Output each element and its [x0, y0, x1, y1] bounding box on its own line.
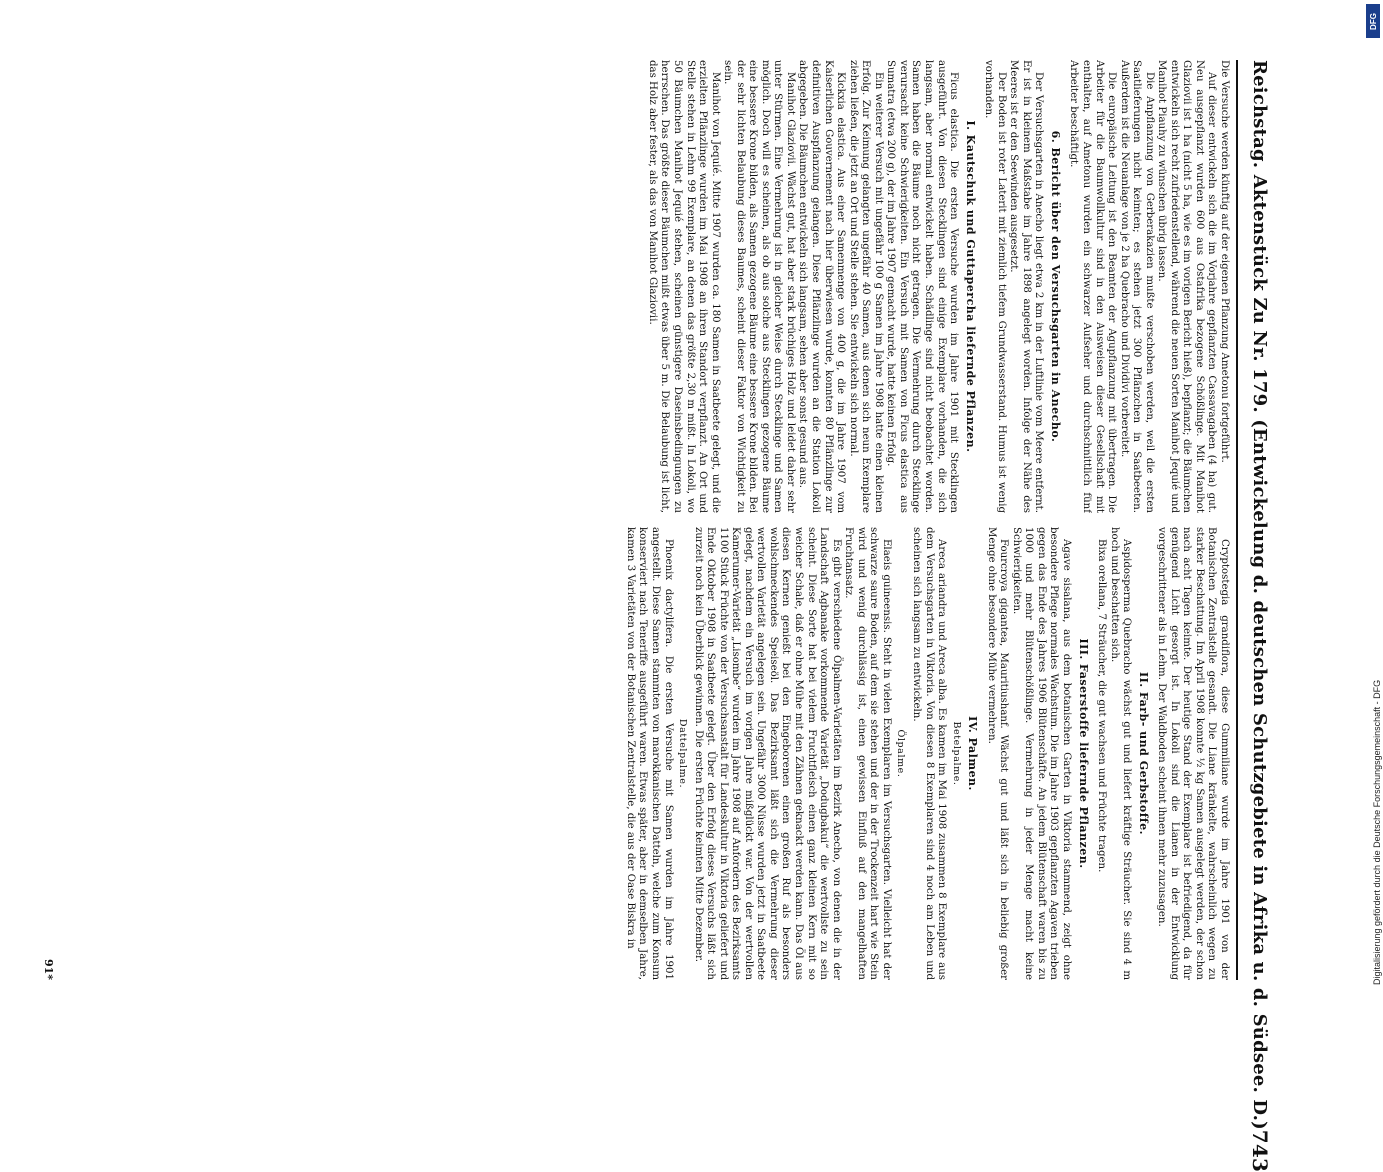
- paragraph: Ficus elastica. Die ersten Versuche wurden im Jahre 1901 mit Stecklingen ausgeführt. Von diesen Stecklingen sind einige Exemplare vorhanden, die sich langsam, aber normal entwickelt haben. Schädlinge sind nicht beobachtet worden. Samen haben die Bäume noch nicht getragen. Die Vermehrung durch Stecklinge verursacht keine Schwierigkeiten. Ein Versuch mit Samen von Ficus elastica aus Sumatra (etwa 200 g), der im Jahre 1907 gemacht wurde, hatte keinen Erfolg.: [885, 60, 960, 513]
- section-heading: IV. Palmen.: [966, 716, 980, 791]
- paragraph: Phoenix dactylifera. Die ersten Versuche mit Samen wurden im Jahre 1901 angestellt. Diese Samen stammten von marokkanischen Datteln, welche zum Konsum konserviert nach Teneriffe ausgeführt waren. Etwas später, aber in demselben Jahre, kamen 3 Varietäten von der Botanischen Zentralstelle, die aus der Oase Biskra in: [624, 527, 674, 980]
- running-title: Reichstag. Aktenstück Zu Nr. 179. (Entwickelung d. deutschen Schutzgebiete in Afrika u. d. Südsee. D.): [1249, 60, 1271, 1130]
- header-rule: [1236, 60, 1238, 980]
- section-heading: I. Kautschuk und Guttapercha liefernde Pflanzen.: [963, 120, 977, 453]
- subsection-heading: Betelpalme.: [950, 721, 962, 786]
- column-right: [50, 527, 1230, 980]
- signature-mark: 91*: [42, 958, 55, 980]
- paragraph: Die europäische Leitung ist den Beamten der Agupflanzung mit übertragen. Die Arbeiter für die Baumwollkultur sind in den Ausweisen dieser Gesellschaft mit enthalten, auf Ametonu wurden ein schwarzer Aufseher und durchschnittlich fünf Arbeiter beschäftigt.: [1068, 60, 1118, 513]
- paragraph: Es gibt verschiedene Ölpalmen-Varietäten im Bezirk Anecho, von denen die in der Landschaft Agbanake vorkommende Varietät „Dodugbakui“ die wertvollste zu sein scheint. Diese Sorte hat bei vielem Fruchtfleisch einen ganz kleinen Kern mit so weicher Schale, daß er ohne Mühe mit den Zähnen geknackt werden kann. Das Öl aus diesen Kernen genießt bei den Eingeborenen einen großen Ruf als besonders wohlschmeckendes Speiseöl. Das Bezirksamt läßt sich die Vermehrung dieser wertvollen Varietät angelegen sein. Ungefähr 3000 Nüsse wurden jetzt in Saatbeete gelegt, nachdem ein Versuch im vorigen Jahre mißglückt war. Von der wertvollen Kamerumer-Varietät „Lisombe“ wurden im Jahre 1908 auf Anfordern des Bezirksamts 1100 Stück Früchte von der Versuchsanstalt für Landeskultur in Viktoria geliefert und Ende Oktober 1908 in Saatbeete gelegt. Über den Erfolg dieses Versuchs läßt sich zurzeit noch kein Überblick gewinnen. Die ersten Früchte keimten Mitte Dezember.: [692, 527, 842, 980]
- paragraph: Die Anpflanzung von Gerberakazien mußte verschoben werden, weil die ersten Saatlieferungen nicht keimten; es stehen jetzt 300 Pflänzchen in Saatbeeten. Außerdem ist die Neuanlage von je 2 ha Quebracho und Dividivi vorbereitet.: [1118, 60, 1155, 513]
- paragraph: Der Versuchsgarten in Anecho liegt etwa 2 km in der Luftlinie vom Meere entfernt. Er ist in kleinem Maßstabe im Jahre 1898 angelegt worden. Infolge der Nähe des Meeres ist er den Seewinden ausgesetzt.: [1008, 60, 1045, 513]
- paragraph: Ein weiterer Versuch mit ungefähr 100 g Samen im Jahre 1908 hatte einen kleinen Erfolg. Zur Keimung gelangten ungefähr 40 Samen, aus denen sich neun Exemplare ziehen ließen, die jetzt an Ort und Stelle stehen. Sie entwickeln sich normal.: [847, 60, 884, 513]
- paragraph: Die Versuche werden künftig auf der eigenen Pflanzung Ametonu fortgeführt.: [1219, 60, 1230, 463]
- dfg-logo: DFG: [1366, 4, 1380, 38]
- paragraph: Aspidosperma Quebracho wächst gut und liefert kräftige Sträucher. Sie sind 4 m hoch und beschatten sich.: [1108, 527, 1133, 980]
- subsection-heading: Ölpalme.: [895, 729, 907, 778]
- paragraph: Manihot von Jequié. Mitte 1907 wurden ca. 180 Samen in Saatbeete gelegt, und die erzielten Pflänzlinge wurden im Mai 1908 an ihren Standort verpflanzt. An Ort und Stelle stehen in Lehm 99 Exemplare, an denen das größte 2,30 m mißt. In Lokoli, wo 50 Bäumchen Manihot Jequié stehen, scheinen günstigere Daseinsbedingungen zu herrschen. Das größte dieser Bäumchen mißt etwas über 5 m. Die Belaubung ist licht, das Holz aber fester, als das von Manihot Glaziovii.: [646, 60, 721, 513]
- paragraph: Bixa orellana, 7 Sträucher, die gut wachsen und Früchte tragen.: [1096, 539, 1108, 873]
- page-header: [1240, 60, 1280, 1172]
- paragraph: Der Boden ist roter Laterit mit ziemlich tiefem Grundwasserstand. Humus ist wenig vorhanden.: [983, 60, 1007, 513]
- column-left: [50, 60, 1230, 513]
- page-number: 743: [1248, 1129, 1272, 1172]
- paragraph: Elaeis guineensis. Steht in vielen Exemplaren im Versuchsgarten. Vielleicht hat der schwarze saure Boden, auf dem sie stehen und der in der Trockenzeit hart wie Stein wird und wenig durchlässig ist, einen gewissen Einfluß auf den mangelhaften Fruchtansatz.: [843, 527, 892, 980]
- subsection-heading: Dattelpalme.: [677, 718, 689, 789]
- digitization-credit: Digitalisierung gefördert durch die Deutsche Forschungsgemeinschaft - DFG: [1372, 679, 1382, 985]
- paragraph: Fourcroya gigantea, Mauritiushanf. Wächst gut und läßt sich in beliebig großer Menge ohne besondere Mühe vermehren.: [985, 527, 1010, 980]
- paragraph: Agave sisalana, aus dem botanischen Garten in Viktoria stammend, zeigt ohne besondere Pflege normales Wachstum. Die im Jahre 1903 gepflanzten Agaven trieben gegen das Ende des Jahres 1906 Blütenschäfte. An jedem Blütenschaft waren bis zu 1000 und mehr Blütenschößlinge. Vermehrung in jeder Menge macht keine Schwierigkeiten.: [1010, 527, 1072, 980]
- paragraph: Manihot Glaziovii. Wächst gut, hat aber stark brüchiges Holz und leidet daher sehr unter Stürmen. Eine Vermehrung ist in gleicher Weise durch Stecklinge und Samen möglich. Doch will es scheinen, als ob aus solche aus Stecklingen gezogene Bäume eine bessere Krone bilden, als Samen gezogene Bäume eine bessere Krone bilden. Bei der sehr lichten Belaubung dieses Baumes, scheint dieser Faktor von Wichtigkeit zu sein.: [722, 60, 796, 513]
- paragraph: Areca ariandra und Areca alba. Es kamen im Mai 1908 zusammen 8 Exemplare aus dem Versuchsgarten in Viktoria. Von diesen 8 Exemplaren sind 4 noch am Leben und scheinen sich langsam zu entwickeln.: [910, 527, 948, 980]
- text-columns: [50, 60, 1230, 980]
- paragraph: Cryptostegia grandiflora, diese Gummiliane wurde im Jahre 1901 von der Botanischen Zentralstelle gesandt. Die Liane kränkelte, wahrscheinlich wegen zu starker Beschattung. Im April 1908 konnte ½ kg Samen ausgelegt werden, der schon nach acht Tagen keimte. Der heutige Stand der Exemplare ist befriedigend, da für genügend Licht gesorgt ist. In Lokoli sind die Lianen in der Entwicklung vorgeschrittener als in Lehm. Der Waldboden scheint ihnen mehr zuzusagen.: [1156, 527, 1230, 980]
- section-heading: 6. Bericht über den Versuchsgarten in Anecho.: [1048, 130, 1062, 443]
- paragraph: Kickxia elastica. Aus einer Samenmenge von 400 g, die im Jahre 1907 vom Kaiserlichen Gouvernement nach hier überwiesen wurde, konnten 80 Pflänzlinge zur definitiven Auspflanzung gelangen. Diese Pflänzlinge wurden an die Station Lokoli abgegeben. Die Bäumchen entwickeln sich langsam, sehen aber sonst gesund aus.: [797, 60, 847, 513]
- paragraph: Auf dieser entwickeln sich die im Vorjahre gepflanzten Cassavagaben (4 ha) gut. Neu ausgepflanzt wurden 600 aus Ostafrika bezogene Schößlinge. Mit Manihot Glaziovii ist 1 ha (nicht 5 ha, wie es im vorigen Bericht hieß), bepflanzt; die Bäumchen entwickeln sich recht zufriedenstellend, während die neuen Sorten Manihot Jequié und Manihot Piauhy zu wünschen übrig lassen.: [1156, 60, 1218, 513]
- section-heading: III. Faserstoffe liefernde Pflanzen.: [1076, 638, 1090, 869]
- section-heading: II. Farb- und Gerbstoffe.: [1136, 672, 1150, 835]
